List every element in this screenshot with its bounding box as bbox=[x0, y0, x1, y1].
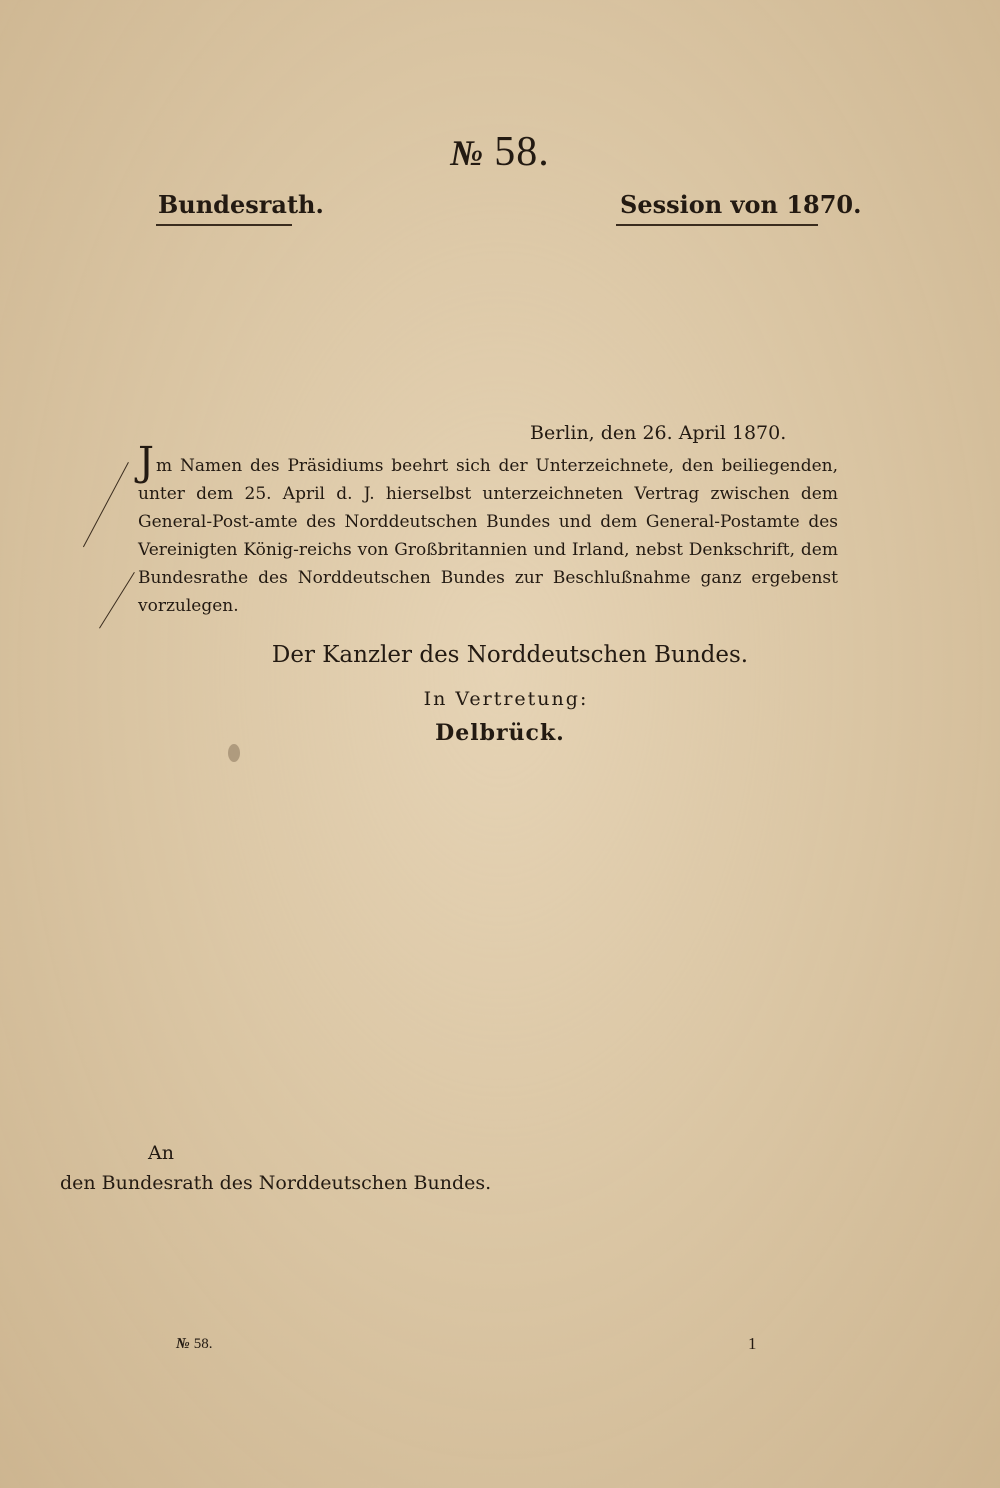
header-left-rule bbox=[156, 224, 292, 226]
footer-number-value: 58. bbox=[193, 1336, 213, 1352]
margin-pen-mark bbox=[99, 572, 135, 629]
signature-name: Delbrück. bbox=[435, 720, 565, 746]
header-right-session: Session von 1870. bbox=[620, 190, 862, 219]
paper-stain bbox=[228, 744, 240, 762]
address-an: An bbox=[148, 1142, 174, 1164]
dropcap-initial: J bbox=[138, 439, 155, 485]
page-number: 1 bbox=[748, 1334, 757, 1353]
letter-date: Berlin, den 26. April 1870. bbox=[530, 422, 787, 444]
margin-pen-mark bbox=[83, 462, 129, 547]
number-sign: № bbox=[450, 133, 485, 173]
document-number bbox=[0, 128, 1000, 176]
footer-document-number bbox=[176, 1336, 212, 1353]
address-recipient: den Bundesrath des Norddeutschen Bundes. bbox=[60, 1172, 492, 1194]
footer-number-sign: № bbox=[176, 1336, 190, 1352]
number-value: 58. bbox=[494, 129, 550, 175]
signature-title: Der Kanzler des Norddeutschen Bundes. bbox=[271, 642, 749, 668]
letter-body-text: m Namen des Präsidiums beehrt sich der Unterzeichnete, den beiliegenden, unter dem 25. April d. J. hierselbst unterzeichneten Vertrag zwischen dem General-Post-amte des Norddeutschen Bundes und dem General-Postamte des Vereinigten König-reichs von Großbritannien und Irland, nebst Denkschrift, dem Bundesrathe des Norddeutschen Bundes zur Beschlußnahme ganz ergebenst vorzulegen. bbox=[138, 456, 838, 616]
header-right-rule bbox=[616, 224, 818, 226]
letter-body bbox=[138, 439, 838, 620]
signature-representation: In Vertretung: bbox=[423, 688, 589, 710]
header-left-bundesrath: Bundesrath. bbox=[158, 190, 324, 219]
